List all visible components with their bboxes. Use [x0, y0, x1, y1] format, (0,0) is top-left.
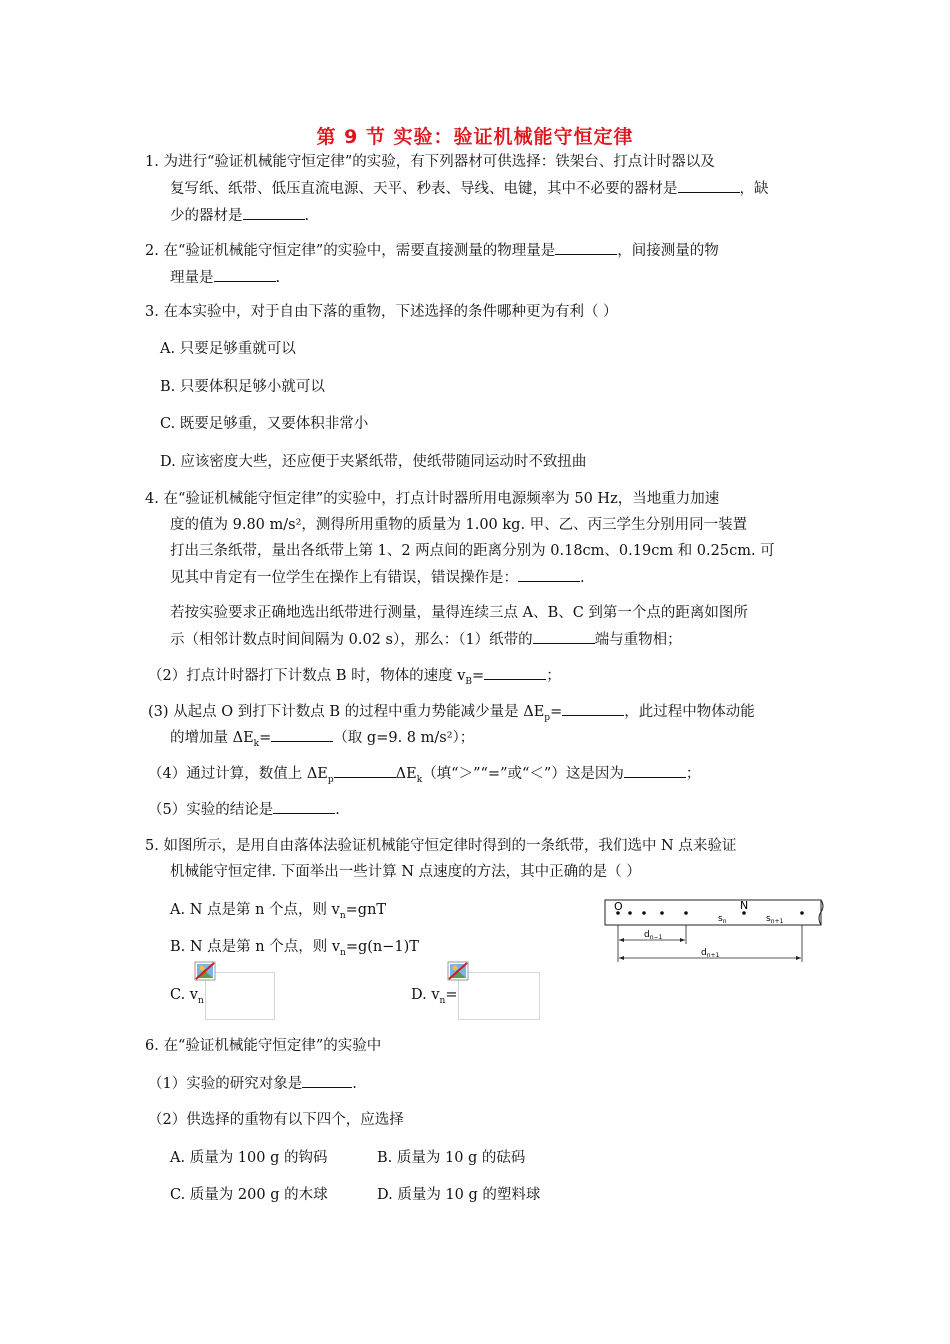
q5-option-b: B. N 点是第 n 个点，则 $v_n=g(n-1)T$	[170, 939, 419, 958]
paper-tape	[605, 900, 821, 925]
q2-blank1[interactable]	[555, 240, 617, 255]
q4-blank-dek[interactable]	[271, 727, 333, 742]
q1-blank2[interactable]	[243, 205, 305, 220]
q5-line2: 机械能守恒定律. 下面举出一些计算 N 点速度的方法，其中正确的是（ ）	[170, 864, 641, 880]
q4-blank-dep[interactable]	[562, 701, 624, 716]
broken-image-icon	[194, 961, 216, 981]
label-sn1: $s_{n+1}$	[766, 914, 784, 925]
label-dn-1: $d_{n-1}$	[644, 930, 663, 941]
q1-line1: 1. 为进行“验证机械能守恒定律”的实验，有下列器材可供选择：铁架台、打点计时器以及	[145, 154, 715, 170]
q4-line6: 示（相邻计数点时间间隔为 0.02 s），那么：（1）纸带的 端与重物相；	[170, 629, 682, 650]
q2-blank2[interactable]	[214, 267, 276, 282]
q3-option-a: A. 只要足够重就可以	[160, 341, 296, 357]
q6-part2: （2）供选择的重物有以下四个，应选择	[148, 1112, 404, 1128]
q4-part3: (3) 从起点 O 到打下计数点 B 的过程中重力势能减少量是 $\Delta E_p=$ ，此过程中物体动能	[148, 701, 755, 728]
q4-line1: 4. 在“验证机械能守恒定律”的实验中，打点计时器所用电源频率为 50 Hz，当地重力加速	[145, 491, 720, 507]
q4-line4: 见其中肯定有一位学生在操作上有错误，错误操作是： .	[170, 567, 585, 588]
q2-line1: 2. 在“验证机械能守恒定律”的实验中，需要直接测量的物理量是 ，间接测量的物	[145, 240, 719, 261]
q3-stem: 3. 在本实验中，对于自由下落的重物，下述选择的条件哪种更为有利（ ）	[145, 304, 618, 320]
q1-line2: 复写纸、纸带、低压直流电源、天平、秒表、导线、电键，其中不必要的器材是 ，缺	[170, 178, 769, 199]
q4-blank-end[interactable]	[533, 629, 595, 644]
tape-dot	[684, 911, 688, 915]
q5-option-d-image	[458, 972, 540, 1020]
q4-part5: （5）实验的结论是 .	[148, 799, 340, 820]
q1-blank1[interactable]	[678, 178, 740, 193]
q4-blank-reason[interactable]	[624, 763, 686, 778]
label-o: O	[614, 900, 623, 913]
q4-blank-conclusion[interactable]	[273, 799, 335, 814]
q1-line3: 少的器材是 .	[170, 205, 309, 226]
q6-blank-subject[interactable]	[302, 1073, 352, 1088]
q2-line2: 理量是 .	[170, 267, 280, 288]
q5-option-a: A. N 点是第 n 个点，则 $v_n=gnT$	[170, 902, 387, 921]
q4-part3-line2: 的增加量 $\Delta E_k=$ （取 g=9. 8 m/s²）；	[170, 727, 474, 754]
q5-line1: 5. 如图所示，是用自由落体法验证机械能守恒定律时得到的一条纸带，我们选中 N 点来验证	[145, 838, 737, 854]
q5-option-c: C. $v_n$	[170, 987, 204, 1006]
tape-dot	[660, 911, 664, 915]
q6-option-b: B. 质量为 10 g 的砝码	[377, 1150, 526, 1166]
q5-tape-figure	[604, 896, 826, 964]
tape-dot	[800, 911, 804, 915]
q6-part1: （1）实验的研究对象是 .	[148, 1073, 357, 1094]
q6-option-c: C. 质量为 200 g 的木球	[170, 1187, 328, 1203]
broken-image-icon	[447, 961, 469, 981]
q4-line5: 若按实验要求正确地选出纸带进行测量，量得连续三点 A、B、C 到第一个点的距离如图所	[170, 605, 748, 621]
label-n: N	[740, 899, 749, 912]
q6-option-a: A. 质量为 100 g 的钩码	[170, 1150, 328, 1166]
q4-blank-error[interactable]	[518, 567, 580, 582]
q3-option-c: C. 既要足够重，又要体积非常小	[160, 416, 369, 432]
q4-part2: （2）打点计时器打下计数点 B 时，物体的速度 $v_B=$ ；	[148, 665, 561, 692]
q3-option-b: B. 只要体积足够小就可以	[160, 379, 325, 395]
label-dn+1: $d_{n+1}$	[701, 948, 720, 959]
q5-option-c-image	[205, 972, 275, 1020]
q4-blank-compare[interactable]	[334, 763, 396, 778]
page-title: 第 9 节 实验：验证机械能守恒定律	[316, 126, 634, 148]
q6-stem: 6. 在“验证机械能守恒定律”的实验中	[145, 1038, 382, 1054]
label-sn: $s_n$	[718, 914, 727, 925]
q4-part4: （4）通过计算，数值上 $\Delta E_p$ $\Delta E_k$（填“＞”“=”或“＜”）这是因为 ；	[148, 763, 700, 790]
q3-option-d: D. 应该密度大些，还应便于夹紧纸带，使纸带随同运动时不致扭曲	[160, 454, 587, 470]
tape-dot	[642, 911, 646, 915]
q4-line3: 打出三条纸带，量出各纸带上第 1、2 两点间的距离分别为 0.18cm、0.19cm 和 0.25cm. 可	[170, 543, 775, 559]
q4-line2: 度的值为 9.80 m/s²，测得所用重物的质量为 1.00 kg. 甲、乙、丙三学生分别用同一装置	[170, 517, 748, 533]
q5-option-d: D. $v_n=$	[411, 987, 458, 1006]
q6-option-d: D. 质量为 10 g 的塑料球	[377, 1187, 541, 1203]
tape-dot	[628, 911, 632, 915]
q4-blank-vb[interactable]	[484, 665, 546, 680]
